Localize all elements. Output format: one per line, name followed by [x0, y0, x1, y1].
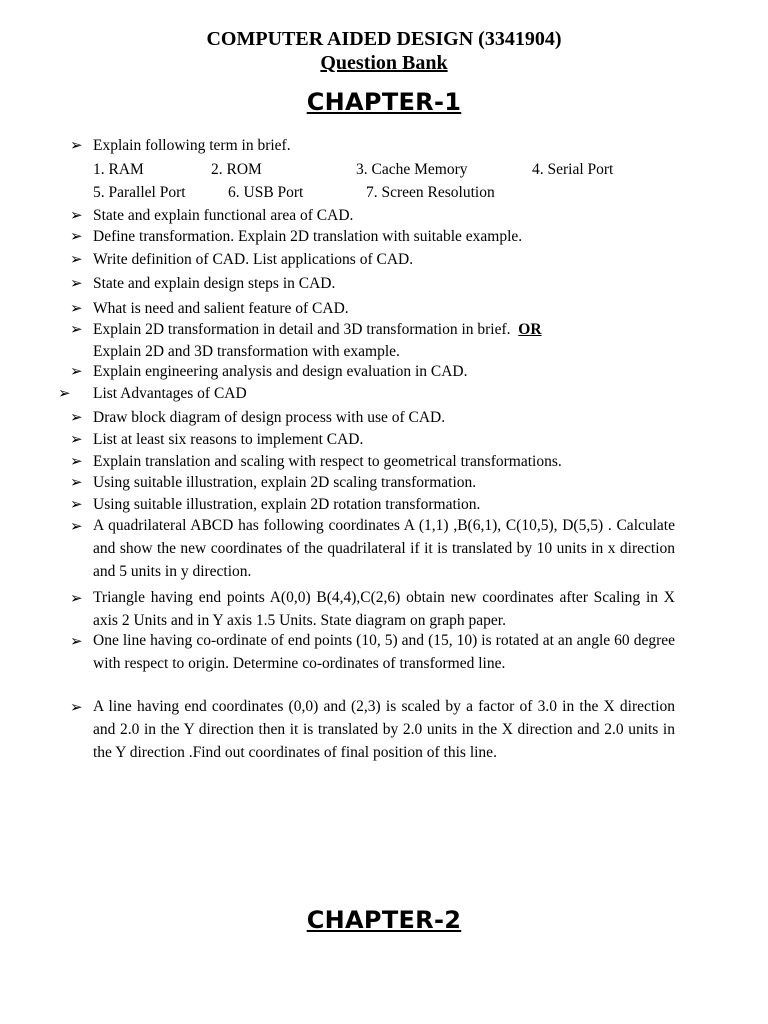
question-2: State and explain functional area of CAD. — [93, 207, 354, 224]
question-12: Explain translation and scaling with respect to geometrical transformations. — [93, 453, 562, 470]
bullet-icon: ➢ — [70, 208, 83, 224]
bullet-icon: ➢ — [70, 138, 83, 154]
bullet-icon: ➢ — [70, 591, 83, 607]
question-9: List Advantages of CAD — [93, 385, 247, 402]
bullet-icon: ➢ — [70, 454, 83, 470]
bullet-icon: ➢ — [70, 475, 83, 491]
term-rom: 2. ROM — [211, 161, 262, 178]
term-screen-resolution: 7. Screen Resolution — [366, 184, 495, 201]
term-serial-port: 4. Serial Port — [532, 161, 614, 178]
bullet-icon: ➢ — [70, 252, 83, 268]
chapter-1-heading: CHAPTER-1 — [306, 88, 462, 116]
question-8: Explain engineering analysis and design evaluation in CAD. — [93, 363, 468, 380]
question-11: List at least six reasons to implement CAD. — [93, 431, 364, 448]
question-7-part-2: Explain 2D and 3D transformation with example. — [93, 343, 400, 360]
question-15: A quadrilateral ABCD has following coordinates A (1,1) ,B(6,1), C(10,5), D(5,5) . Calculate and show the new coordinates of the quadrilateral if it is translated by 10 units in x direction and 5 units in y direction. — [93, 517, 675, 580]
question-4: Write definition of CAD. List applications of CAD. — [93, 251, 414, 268]
bullet-icon: ➢ — [70, 276, 83, 292]
question-3: Define transformation. Explain 2D translation with suitable example. — [93, 228, 523, 245]
bullet-icon: ➢ — [70, 519, 83, 535]
question-16: Triangle having end points A(0,0) B(4,4),C(2,6) obtain new coordinates after Scaling in X axis 2 Units and in Y axis 1.5 Units. State diagram on graph paper. — [93, 589, 675, 629]
bullet-icon: ➢ — [70, 229, 83, 245]
bullet-icon: ➢ — [70, 301, 83, 317]
question-17: One line having co-ordinate of end points (10, 5) and (15, 10) is rotated at an angle 60 degree with respect to origin. Determine co-ordinates of transformed line. — [93, 632, 675, 672]
chapter-2-heading: CHAPTER-2 — [306, 906, 462, 934]
term-usb-port: 6. USB Port — [228, 184, 304, 201]
question-13: Using suitable illustration, explain 2D scaling transformation. — [93, 474, 477, 491]
bullet-icon: ➢ — [70, 322, 83, 338]
question-14: Using suitable illustration, explain 2D rotation transformation. — [93, 496, 481, 513]
question-7-part-1: Explain 2D transformation in detail and 3D transformation in brief. — [93, 321, 511, 338]
or-label: OR — [518, 321, 542, 338]
question-7 — [93, 320, 542, 340]
bullet-icon: ➢ — [70, 700, 83, 716]
bullet-icon: ➢ — [58, 386, 71, 402]
question-6: What is need and salient feature of CAD. — [93, 300, 349, 317]
bullet-icon: ➢ — [70, 410, 83, 426]
question-10: Draw block diagram of design process with use of CAD. — [93, 409, 446, 426]
term-ram: 1. RAM — [93, 161, 144, 178]
question-18: A line having end coordinates (0,0) and (2,3) is scaled by a factor of 3.0 in the X direction and 2.0 in the Y direction then it is translated by 2.0 units in the X direction and 2.0 units in the Y direction .Find out coordinates of final position of this line. — [93, 698, 675, 761]
question-5: State and explain design steps in CAD. — [93, 275, 336, 292]
bullet-icon: ➢ — [70, 497, 83, 513]
bullet-icon: ➢ — [70, 364, 83, 380]
bullet-icon: ➢ — [70, 432, 83, 448]
term-cache-memory: 3. Cache Memory — [356, 161, 468, 178]
term-parallel-port: 5. Parallel Port — [93, 184, 186, 201]
course-title: COMPUTER AIDED DESIGN (3341904) — [206, 28, 562, 50]
question-1: Explain following term in brief. — [93, 137, 291, 154]
document-subtitle: Question Bank — [320, 52, 448, 74]
bullet-icon: ➢ — [70, 634, 83, 650]
